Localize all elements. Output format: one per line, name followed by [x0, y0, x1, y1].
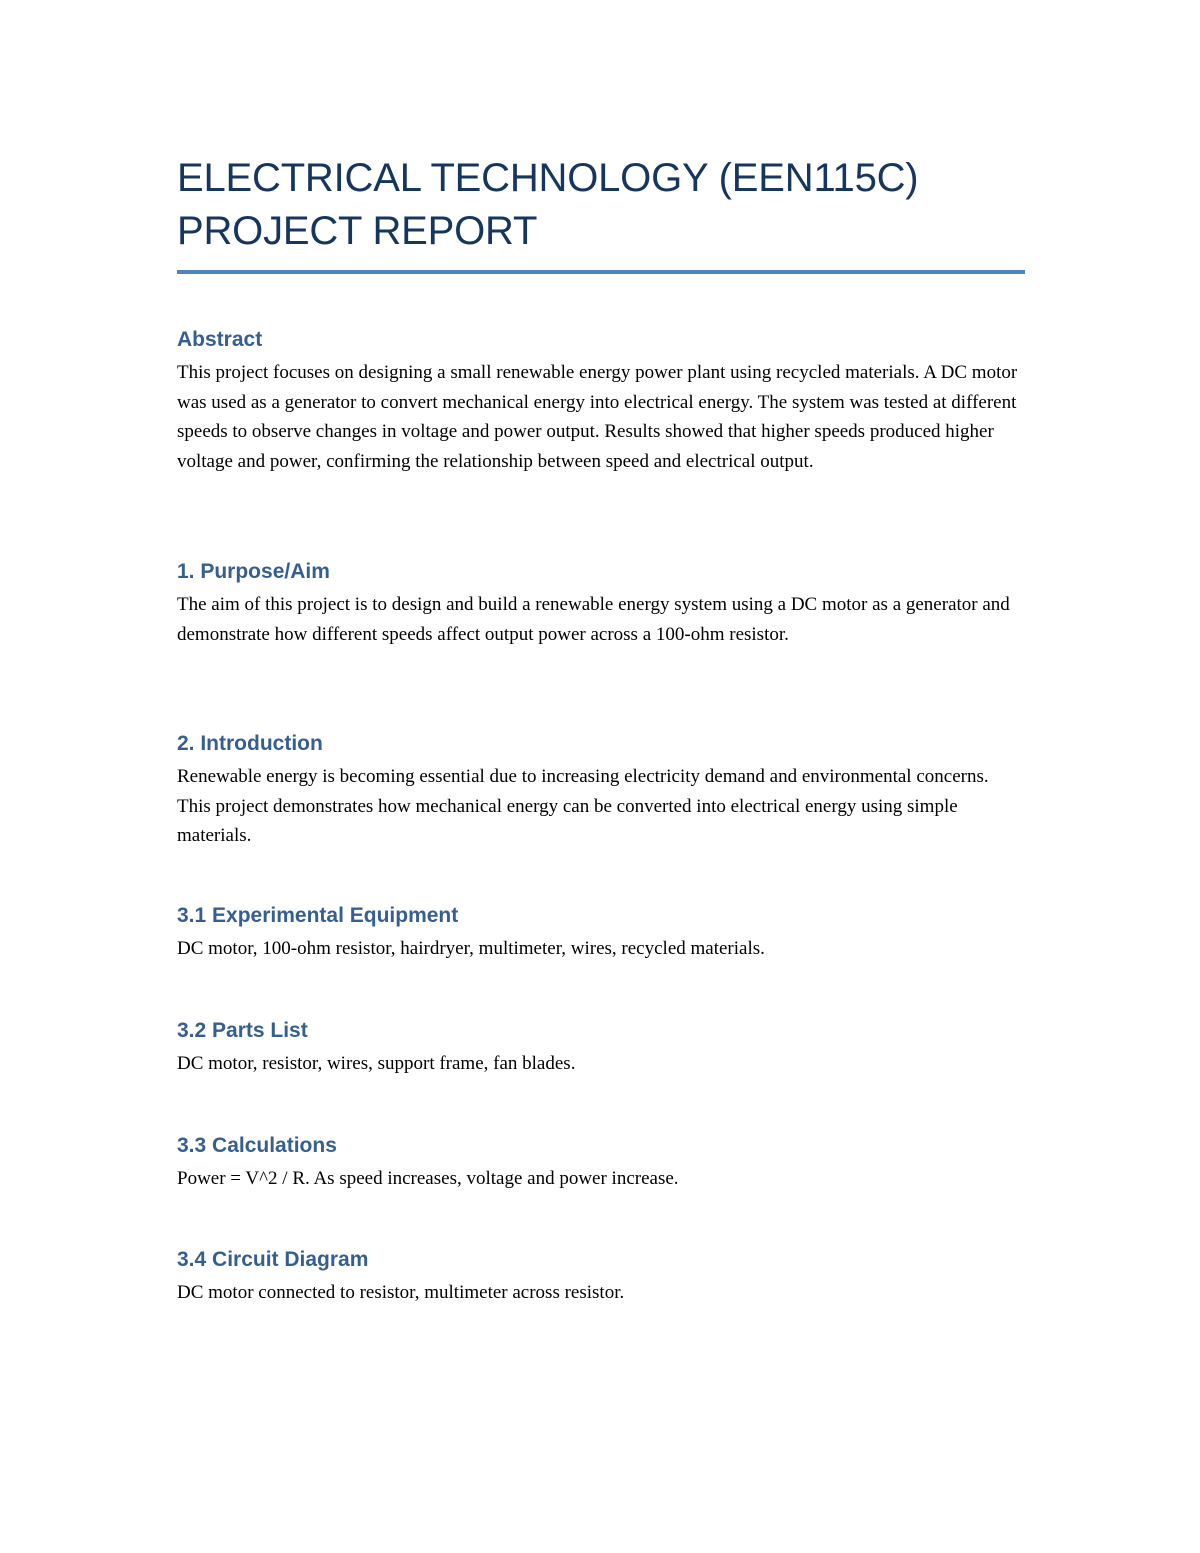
section-introduction: [177, 730, 1025, 851]
section-heading: Abstract: [177, 328, 263, 351]
document-title: [177, 152, 1025, 258]
section-heading: 2. Introduction: [177, 732, 323, 755]
section-body: Power = V^2 / R. As speed increases, voltage and power increase.: [177, 1168, 679, 1189]
section-abstract: [177, 326, 1025, 476]
section-parts-list: [177, 1017, 1025, 1079]
section-calculations: [177, 1132, 1025, 1194]
section-body: DC motor, 100-ohm resistor, hairdryer, multimeter, wires, recycled materials.: [177, 938, 765, 959]
title-underline: [177, 270, 1025, 274]
section-body: Renewable energy is becoming essential due to increasing electricity demand and environmental concerns. This project demonstrates how mechanical energy can be converted into electrical energy using simple materials.: [177, 766, 989, 846]
section-purpose-aim: [177, 558, 1025, 649]
section-heading: 3.4 Circuit Diagram: [177, 1248, 369, 1271]
section-heading: 3.3 Calculations: [177, 1134, 337, 1157]
section-heading: 1. Purpose/Aim: [177, 560, 330, 583]
section-circuit-diagram: [177, 1246, 1025, 1308]
section-body: The aim of this project is to design and build a renewable energy system using a DC motor as a generator and demonstrate how different speeds affect output power across a 100-ohm resistor.: [177, 594, 1010, 645]
section-body: DC motor, resistor, wires, support frame, fan blades.: [177, 1053, 576, 1074]
section-heading: 3.1 Experimental Equipment: [177, 904, 459, 927]
title-line-2: PROJECT REPORT: [177, 209, 538, 253]
section-body: This project focuses on designing a small renewable energy power plant using recycled materials. A DC motor was used as a generator to convert mechanical energy into electrical energy. The system was tested at different speeds to observe changes in voltage and power output. Results showed that higher speeds produced higher voltage and power, confirming the relationship between speed and electrical output.: [177, 362, 1018, 472]
title-line-1: ELECTRICAL TECHNOLOGY (EEN115C): [177, 156, 919, 200]
section-experimental-equipment: [177, 902, 1025, 964]
section-heading: 3.2 Parts List: [177, 1019, 308, 1042]
section-body: DC motor connected to resistor, multimeter across resistor.: [177, 1282, 625, 1303]
